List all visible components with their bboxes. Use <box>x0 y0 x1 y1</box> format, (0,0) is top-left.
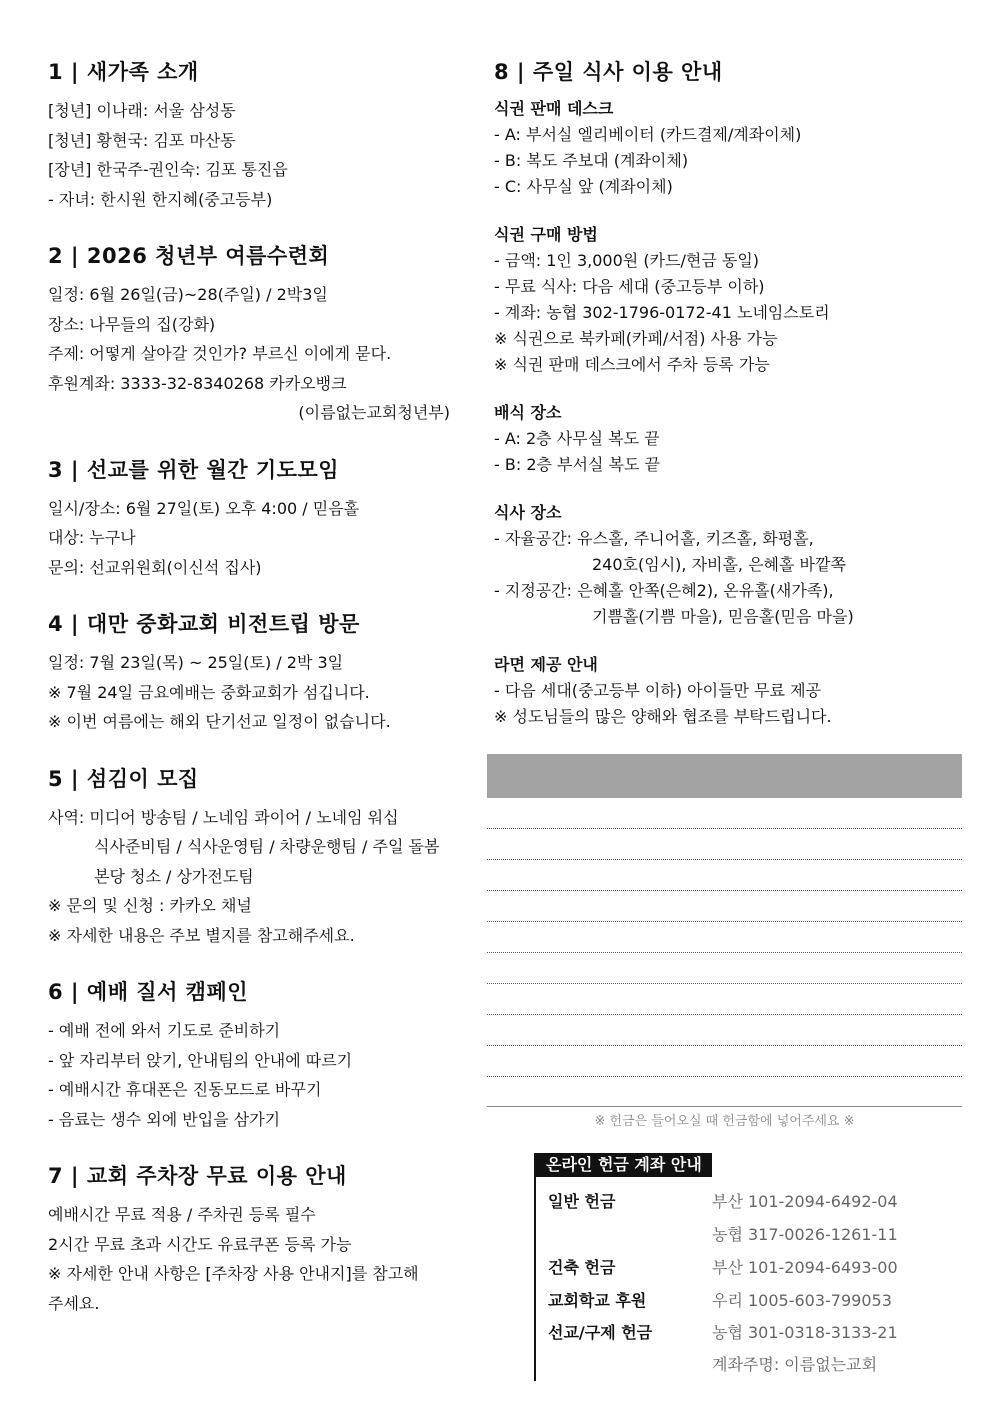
text-line: 기쁨홀(기쁨 마을), 믿음홀(믿음 마을) <box>592 607 854 626</box>
text-line: - B: 복도 주보대 (계좌이체) <box>494 151 689 170</box>
divider <box>487 1106 962 1107</box>
section-prayer-meeting <box>48 456 480 583</box>
text-line: - 예배 전에 와서 기도로 준비하기 <box>48 1021 281 1040</box>
account-label: 교회학교 후원 <box>548 1291 647 1310</box>
text-line: 주제: 어떻게 살아갈 것인가? 부르신 이에게 묻다. <box>48 344 392 363</box>
section-worship-order <box>48 978 480 1134</box>
text-line: - A: 부서실 엘리베이터 (카드결제/계좌이체) <box>494 125 802 144</box>
section-vision-trip <box>48 610 480 737</box>
text-line: 2시간 무료 초과 시간도 유료쿠폰 등록 가능 <box>48 1234 352 1254</box>
text-line: - 예배시간 휴대폰은 진동모드로 바꾸기 <box>48 1080 322 1099</box>
section-volunteer-recruit <box>48 765 480 951</box>
notes-line <box>487 983 962 984</box>
text-line: - 음료는 생수 외에 반입을 삼가기 <box>48 1109 281 1129</box>
text-line: ※ 문의 및 신청 : 카카오 채널 <box>48 896 252 915</box>
text-line: - 다음 세대(중고등부 이하) 아이들만 무료 제공 <box>494 681 821 700</box>
section-title: 1 | 새가족 소개 <box>48 60 199 84</box>
text-line: ※ 7월 24일 금요예배는 중화교회가 섬깁니다. <box>48 682 370 702</box>
text-line: ※ 성도님들의 많은 양해와 협조를 부탁드립니다. <box>494 707 832 726</box>
section-title: 7 | 교회 주차장 무료 이용 안내 <box>48 1164 347 1188</box>
text-line: - 자녀: 한시원 한지혜(중고등부) <box>48 189 273 209</box>
text-line: 본당 청소 / 상가전도팀 <box>94 866 254 886</box>
notes-line <box>487 1014 962 1015</box>
text-line: - 계좌: 농협 302-1796-0172-41 노네임스토리 <box>494 303 830 322</box>
online-offering-title: 온라인 헌금 계좌 안내 <box>536 1153 712 1177</box>
sub-title: 식사 장소 <box>494 503 562 522</box>
notes-line <box>487 952 962 953</box>
text-line: 문의: 선교위원회(이신석 집사) <box>48 557 262 577</box>
text-line: - 금액: 1인 3,000원 (카드/현금 동일) <box>494 251 760 270</box>
account-value: 농협 317-0026-1261-11 <box>712 1225 898 1244</box>
text-line: - 지정공간: 은혜홀 안쪽(은혜2), 온유홀(새가족), <box>494 581 834 600</box>
section-title: 5 | 섬김이 모집 <box>48 766 199 791</box>
text-line: - 앞 자리부터 앉기, 안내팀의 안내에 따르기 <box>48 1050 353 1070</box>
text-line: 사역: 미디어 방송팀 / 노네임 콰이어 / 노네임 워십 <box>48 807 399 827</box>
notes-line <box>487 921 962 922</box>
section-title: 3 | 선교를 위한 월간 기도모임 <box>48 457 339 482</box>
text-line: 식사준비팀 / 식사운영팀 / 차량운행팀 / 주일 돌봄 <box>94 837 440 856</box>
text-line: ※ 자세한 내용은 주보 별지를 참고해주세요. <box>48 925 355 945</box>
text-line: - A: 2층 사무실 복도 끝 <box>494 429 660 448</box>
notes-line <box>487 1076 962 1077</box>
meal-ticket-purchase <box>494 222 964 378</box>
account-label: 건축 헌금 <box>548 1258 616 1277</box>
text-line: - 자율공간: 유스홀, 주니어홀, 키즈홀, 화평홀, <box>494 529 814 548</box>
serving-location <box>494 400 964 478</box>
text-line: 예배시간 무료 적용 / 주차권 등록 필수 <box>48 1205 316 1224</box>
section-title: 6 | 예배 질서 캠페인 <box>48 980 249 1004</box>
text-line: ※ 식권으로 북카페(카페/서점) 사용 가능 <box>494 329 778 348</box>
notes-line <box>487 828 962 829</box>
offering-note: ※ 헌금은 들어오실 때 헌금함에 넣어주세요 ※ <box>594 1114 855 1129</box>
sub-title: 식권 구매 방법 <box>494 225 598 244</box>
notes-line <box>487 890 962 891</box>
dining-location <box>494 500 964 630</box>
sub-title: 라면 제공 안내 <box>494 655 598 674</box>
account-value: 농협 301-0318-3133-21 <box>712 1323 898 1342</box>
text-line: ※ 이번 여름에는 해외 단기선교 일정이 없습니다. <box>48 712 391 731</box>
section-summer-retreat <box>48 242 480 428</box>
text-line: 주세요. <box>48 1293 100 1313</box>
text-line: 장소: 나무들의 집(강화) <box>48 314 216 334</box>
text-line: [청년] 황현국: 김포 마산동 <box>48 130 236 150</box>
text-line: - C: 사무실 앞 (계좌이체) <box>494 177 673 196</box>
text-line: ※ 자세한 안내 사항은 [주차장 사용 안내지]를 참고해 <box>48 1264 419 1283</box>
text-line: 일정: 7월 23일(목) ~ 25일(토) / 2박 3일 <box>48 653 344 672</box>
text-line: [장년] 한국주-권인숙: 김포 통진읍 <box>48 160 288 179</box>
text-line: 일시/장소: 6월 27일(토) 오후 4:00 / 믿음홀 <box>48 498 360 518</box>
account-holder-name: 계좌주명: 이름없는교회 <box>712 1355 878 1374</box>
text-line: 대상: 누구나 <box>48 528 136 547</box>
meal-ticket-desk <box>494 96 964 200</box>
section-new-family <box>48 58 480 214</box>
section-title: 2 | 2026 청년부 여름수련회 <box>48 244 330 268</box>
account-label: 선교/구제 헌금 <box>548 1323 653 1342</box>
text-line: 후원계좌: 3333-32-8340268 카카오뱅크 <box>48 373 347 393</box>
sub-title: 배식 장소 <box>494 403 562 422</box>
account-value: 부산 101-2094-6492-04 <box>712 1192 898 1211</box>
notes-line <box>487 859 962 860</box>
section-parking <box>48 1162 480 1318</box>
section-title: 8 | 주일 식사 이용 안내 <box>494 60 723 84</box>
text-line: 일정: 6월 26일(금)~28(주일) / 2박3일 <box>48 285 328 304</box>
text-line: 240호(임시), 자비홀, 은혜홀 바깥쪽 <box>592 555 846 574</box>
account-value: 부산 101-2094-6493-00 <box>712 1258 898 1277</box>
sub-title: 식권 판매 데스크 <box>494 99 614 118</box>
text-line: ※ 식권 판매 데스크에서 주차 등록 가능 <box>494 355 770 374</box>
notes-header-bar <box>487 754 962 798</box>
account-value: 우리 1005-603-799053 <box>712 1291 892 1310</box>
section-title: 4 | 대만 중화교회 비전트립 방문 <box>48 612 360 636</box>
account-holder: (이름없는교회청년부) <box>298 403 450 422</box>
right-column <box>494 58 964 752</box>
text-line: - 무료 식사: 다음 세대 (중고등부 이하) <box>494 277 765 296</box>
text-line: [청년] 이나래: 서울 삼성동 <box>48 101 236 120</box>
left-column <box>48 58 480 1346</box>
ramen-notice <box>494 652 964 730</box>
notes-line <box>487 1045 962 1046</box>
account-label: 일반 헌금 <box>548 1192 616 1211</box>
text-line: - B: 2층 부서실 복도 끝 <box>494 455 660 474</box>
